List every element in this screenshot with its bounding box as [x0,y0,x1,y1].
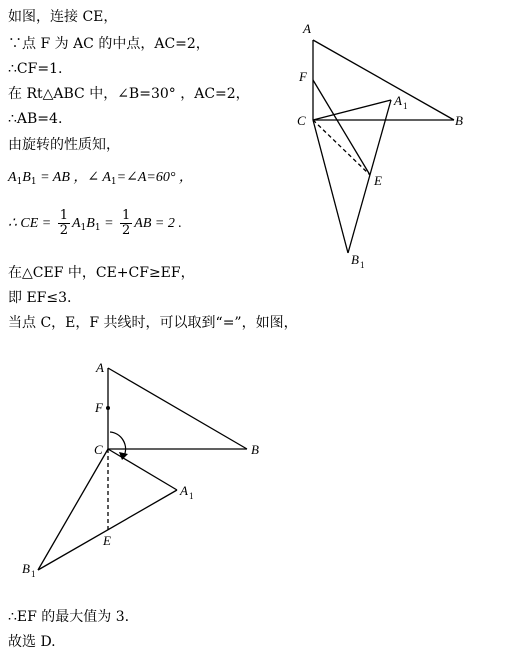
fig2-label-C: C [94,442,103,457]
solution-line-10: 即 EF≤3. [8,290,72,306]
fig1-label-B: B [455,113,463,128]
fig1-label-F: F [299,69,307,84]
fig2-rotation-arc [110,432,126,456]
solution-line-8: ∴ CE = $\frac{1}{2}$ $A_1B_1$ = $\frac{1}{2}$ AB = 2 . [8,207,182,238]
fig2-segment-CA1 [108,449,177,490]
fig1-label-B1-sub: 1 [360,260,365,270]
solution-line-7: $A_1B_1$ = AB ，∠ $A_1=\angle A=60^\circ$ ， [8,170,193,187]
fig2-label-F: F [95,400,103,415]
fig1-label-A1-sub: 1 [403,101,408,111]
fig2-label-B: B [251,442,259,457]
fig1-label-B1: B [351,252,359,267]
fig1-label-C: C [297,113,306,128]
solution-line-13: 故选 D. [8,634,56,650]
fig2-label-E: E [103,533,111,548]
fig2-label-A1: A [180,483,188,498]
fig1-segment-AB [313,40,454,120]
solution-line-6: 由旋转的性质知， [8,137,120,153]
fig1-segment-CB1 [313,120,348,253]
fig2-label-A: A [96,360,104,375]
solution-line-2: ∵点 F 为 AC 的中点，AC=2， [8,36,210,52]
fig1-label-A: A [303,21,311,36]
fig2-label-B1: B [22,561,30,576]
solution-line-1: 如图，连接 CE， [8,9,118,25]
fig2-point-F [106,406,110,410]
fig2-label-A1-sub: 1 [189,491,194,501]
fig2-segment-AB [108,368,247,449]
fig1-segment-CA1 [313,100,391,120]
solution-line-4: 在 Rt△ABC 中，∠B=30° ，AC=2， [8,86,250,102]
fig1-segment-FE [313,80,370,175]
fig1-label-E: E [374,173,382,188]
fig2-segment-CB1 [38,449,108,570]
fig2-label-B1-sub: 1 [31,569,36,579]
fig1-label-A1: A [394,93,402,108]
fig1-segment-A1B1 [348,100,391,253]
solution-line-3: ∴CF=1. [8,61,63,77]
fraction-half-2: $\frac{1}{2}$ [121,207,131,238]
fraction-half-1: $\frac{1}{2}$ [59,207,68,238]
solution-line-11: 当点 C，E，F 共线时，可以取到“=”，如图， [8,315,298,331]
solution-line-9: 在△CEF 中，CE+CF≥EF， [8,265,195,281]
solution-line-12: ∴EF 的最大值为 3. [8,609,130,625]
solution-line-5: ∴AB=4. [8,111,63,127]
